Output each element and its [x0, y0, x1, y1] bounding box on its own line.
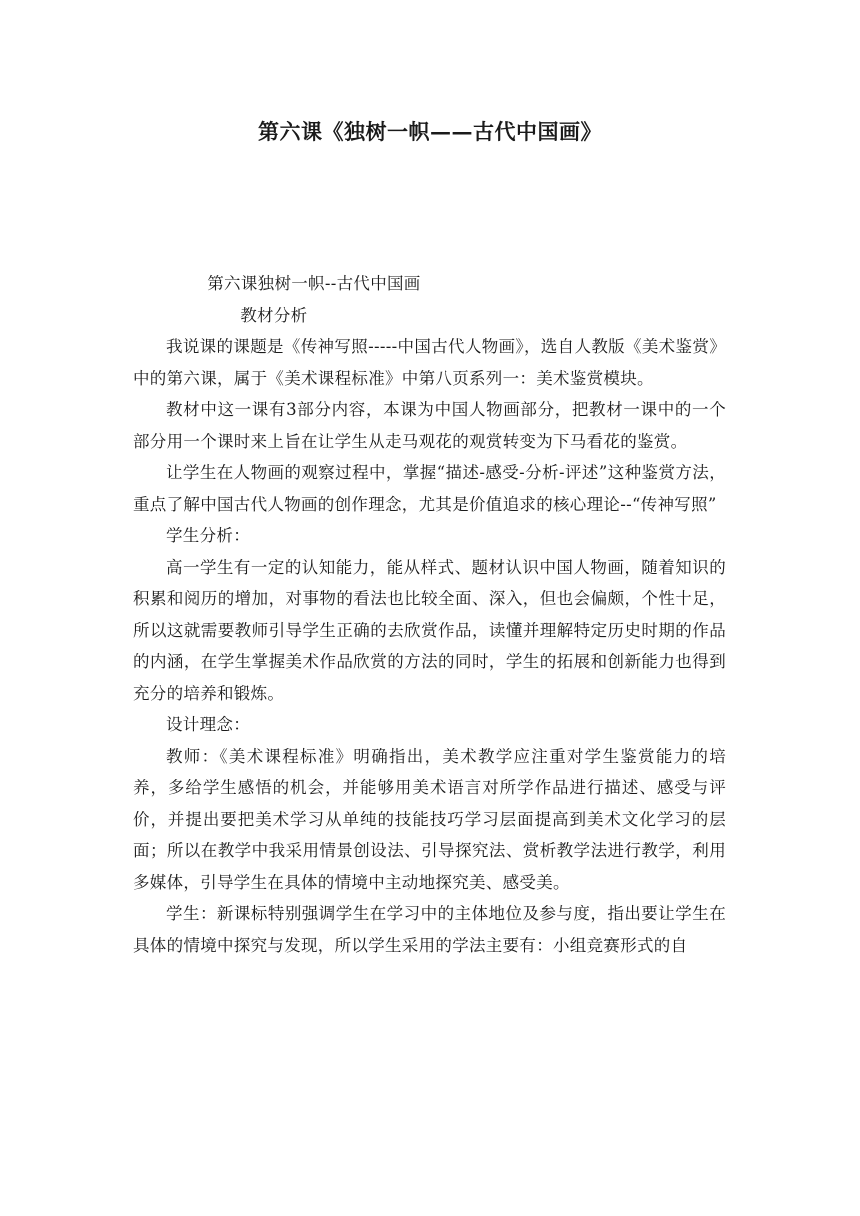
- lesson-heading: 第六课独树一帜--古代中国画: [207, 274, 421, 293]
- section-heading-textbook-analysis: 教材分析: [240, 305, 308, 325]
- paragraph: 高一学生有一定的认知能力，能从样式、题材认识中国人物画，随着知识的积累和阅历的增加，对事物的看法也比较全面、深入，但也会偏颇，个性十足，所以这就需要教师引导学生正确的去欣赏作品，读懂并理解特定历史时期的作品的内涵，在学生掌握美术作品欣赏的方法的同时，学生的拓展和创新能力也得到充分的培养和锻炼。: [133, 557, 726, 703]
- document-title: 第六课《独树一帜——古代中国画》: [258, 119, 602, 144]
- section-heading-student-analysis: 学生分析：: [166, 526, 250, 545]
- paragraph: 学生：新课标特别强调学生在学习中的主体地位及参与度，指出要让学生在具体的情境中探究与发现，所以学生采用的学法主要有：小组竞赛形式的自: [133, 904, 726, 955]
- paragraph: 我说课的课题是《传神写照-----中国古代人物画》，选自人教版《美术鉴赏》中的第六课，属于《美术课程标准》中第八页系列一：美术鉴赏模块。: [133, 337, 726, 388]
- paragraph: 教材中这一课有3部分内容，本课为中国人物画部分，把教材一课中的一个部分用一个课时来上旨在让学生从走马观花的观赏转变为下马看花的鉴赏。: [133, 400, 726, 451]
- paragraph: 教师：《美术课程标准》明确指出，美术教学应注重对学生鉴赏能力的培养，多给学生感悟的机会，并能够用美术语言对所学作品进行描述、感受与评价，并提出要把美术学习从单纯的技能技巧学习层面提高到美术文化学习的层面；所以在教学中我采用情景创设法、引导探究法、赏析教学法进行教学，利用多媒体，引导学生在具体的情境中主动地探究美、感受美。: [133, 746, 726, 892]
- section-heading-design-concept: 设计理念：: [166, 715, 250, 734]
- paragraph: 让学生在人物画的观察过程中，掌握“描述-感受-分析-评述”这种鉴赏方法，重点了解中国古代人物画的创作理念，尤其是价值追求的核心理论--“传神写照”: [133, 463, 726, 514]
- document-body: [133, 268, 726, 961]
